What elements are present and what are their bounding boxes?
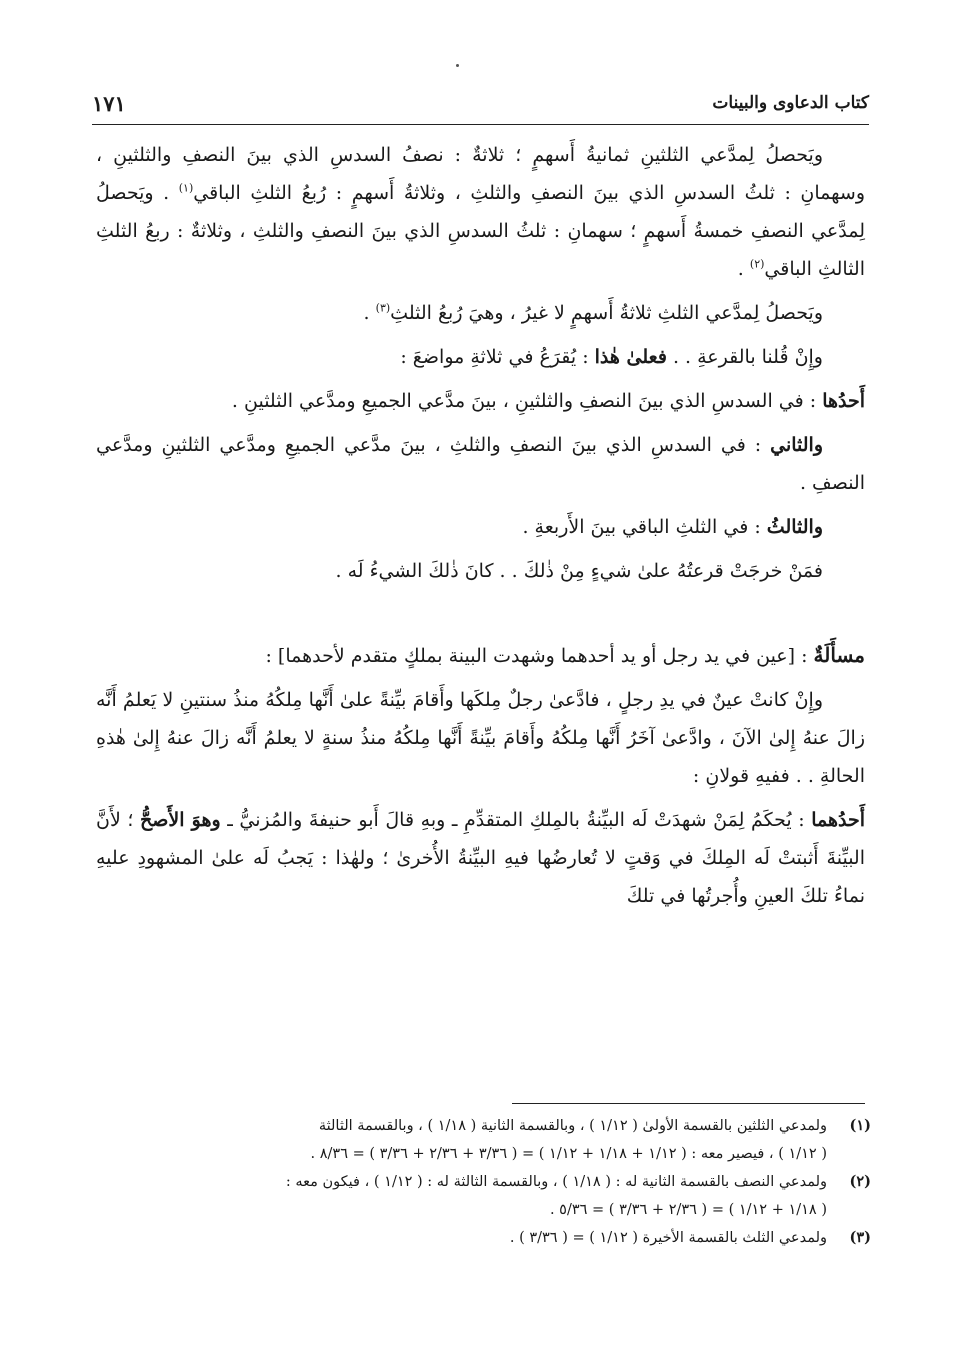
text-run: : يُقرَعُ في ثلاثةِ مواضعَ : (400, 346, 595, 368)
paragraph-2 (96, 294, 865, 332)
footnote-text (96, 1112, 827, 1168)
text-run: . (363, 302, 376, 324)
text-run: . ويَحصلُ لِمدَّعي النصفِ خمسةُ أَسهمٍ ؛ سهمانِ : ثلثُ السدسِ الذي بينَ النصفِ والثلثِ ، وثلاثةٌ : ربعُ الثلثِ الثالثِ الباقي (96, 182, 865, 280)
footnote-ref-3[interactable]: (٣) (375, 301, 391, 315)
paragraph-5 (96, 426, 865, 502)
paragraph-3 (96, 338, 865, 376)
main-text (96, 136, 865, 915)
lead-word: والثاني (770, 434, 823, 456)
footnote-1 (96, 1112, 871, 1168)
paragraph-8: وإِنْ كانتْ عينٌ في يدِ رجلٍ ، فادَّعىٰ رجلٌ مِلكَها وأَقامَ بيِّنةً علىٰ أَنَّها مِلكُهُ منذُ سنتينِ لا يَعلمُ أَنَّه زالَ عنهُ إِلىٰ الآنَ ، وادَّعىٰ آخَرُ أَنَّها مِلكُهُ وأَقامَ بيِّنةً أَنَّها مِلكُهُ منذُ سنةٍ لا يعلمُ أَنَّه زالَ عنهُ إِلىٰ هٰذهِ الحالةِ . . ففيهِ قولانِ : (96, 689, 865, 787)
issue-title: مسأَلَةٌ (813, 643, 865, 667)
footnote-line: ولمدعي النصف بالقسمة الثانية له : ( ١/١٨ ) ، وبالقسمة الثالثة له : ( ١/١٢ ) ، فيكون معه : (285, 1174, 827, 1190)
footnote-line: ( ١/١٢ ) ، فيصير معه : ( ١/١٢ + ١/١٨ + ١/١٢ ) = ( ٣/٣٦ + ٢/٣٦ + ٣/٣٦ ) = ٨/٣٦ . (310, 1146, 827, 1162)
footnote-number: (١) (849, 1117, 871, 1134)
text-run: ؛ لأَنَّ البيِّنةَ أَثبتتْ لَه المِلكَ في وَقتٍ لا تُعارضُها فيهِ البيِّنةُ الأُخرىٰ ؛ ولهٰذا : يَجبُ لَه علىٰ المشهودِ عليهِ نماءُ تلكَ العينِ وأُجرتُها في تلكَ (96, 809, 865, 907)
bold-run: وهوَ الأَصحُّ (140, 809, 221, 831)
footnote-ref-2[interactable]: (٢) (749, 257, 765, 271)
footnote-ref-1[interactable]: (١) (178, 181, 194, 195)
paragraph-9 (96, 801, 865, 915)
footnote-line: ولمدعي الثلث بالقسمة الأخيرة ( ١/١٢ ) = ( ٣/٣٦ ) . (509, 1230, 827, 1246)
scan-speck (456, 64, 459, 67)
page-header (92, 86, 869, 120)
footnote-3 (96, 1224, 871, 1252)
footnote-line: ( ١/١٨ + ١/١٢ ) = ( ٢/٣٦ + ٣/٣٦ ) = ٥/٣٦ . (549, 1202, 827, 1218)
issue-subtitle: : [عين في يد رجل أو يد أحدهما وشهدت البينة بملكٍ متقدم لأحدهما] : (265, 645, 814, 667)
footnote-rule (512, 1103, 865, 1104)
text-run: : في السدسِ الذي بينَ النصفِ والثلثِ ، بينَ مدَّعي الجميعِ ومدَّعي الثلثينِ ومدَّعي النصفِ . (96, 434, 865, 494)
paragraph-1 (96, 136, 865, 288)
header-rule (92, 124, 869, 125)
text-run: ويَحصلُ لِمدَّعي الثلثِ ثلاثةُ أَسهمٍ لا غيرُ ، وهيَ رُبعُ الثلثِ (390, 302, 823, 324)
footnote-line: ولمدعي الثلثين بالقسمة الأولىٰ ( ١/١٢ ) ، وبالقسمة الثانية ( ١/١٨ ) ، وبالقسمة الثالثة (318, 1118, 827, 1134)
issue-heading (96, 636, 865, 675)
text-run: . (737, 258, 750, 280)
paragraph-4 (96, 382, 865, 420)
page-number: ١٧١ (92, 90, 126, 116)
text-run: ويَحصلُ لِمدَّعي الثلثينِ ثمانيةُ أَسهمٍ ؛ ثلاثةٌ : نصفُ السدسِ الذي بينَ النصفِ والثلثينِ ، وسهمانِ : ثلثُ السدسِ الذي بينَ النصفِ والثلثِ ، وثلاثةُ أَسهمٍ : رُبعُ الثلثِ الباقي (96, 144, 865, 204)
footnote-text (96, 1168, 827, 1224)
footnote-2 (96, 1168, 871, 1224)
running-title: كتاب الدعاوى والبينات (712, 93, 869, 113)
text-run: : في الثلثِ الباقي بينَ الأَربعةِ . (522, 516, 767, 538)
footnote-number: (٢) (849, 1173, 871, 1190)
text-run: وإِنْ قُلنا بالقرعةِ . . (666, 346, 823, 368)
lead-word: والثالثُ (766, 516, 823, 538)
bold-run: فعلىٰ هٰذا (594, 346, 667, 368)
lead-word: أَحدُها (822, 390, 865, 412)
text-run: : في السدسِ الذي بينَ النصفِ والثلثينِ ، بينَ مدَّعي الجميعِ ومدَّعي الثلثينِ . (231, 390, 823, 412)
footnotes (96, 1112, 871, 1252)
paragraph-7: فمَنْ خرجَتْ قرعتُهُ علىٰ شيءٍ مِنْ ذٰلكَ . . كانَ ذٰلكَ الشيءُ لَه . (335, 560, 823, 582)
lead-word: أَحدُهما (811, 809, 866, 831)
footnote-number: (٣) (849, 1229, 871, 1246)
footnote-text (96, 1224, 827, 1252)
text-run: : يُحكَمُ لِمَنْ شهدَتْ لَه البيِّنةُ بالمِلكِ المتقدِّمِ ـ وبهِ قالَ أَبو حنيفةَ والمُزنيُّ ـ (220, 809, 812, 831)
paragraph-6 (96, 508, 865, 546)
